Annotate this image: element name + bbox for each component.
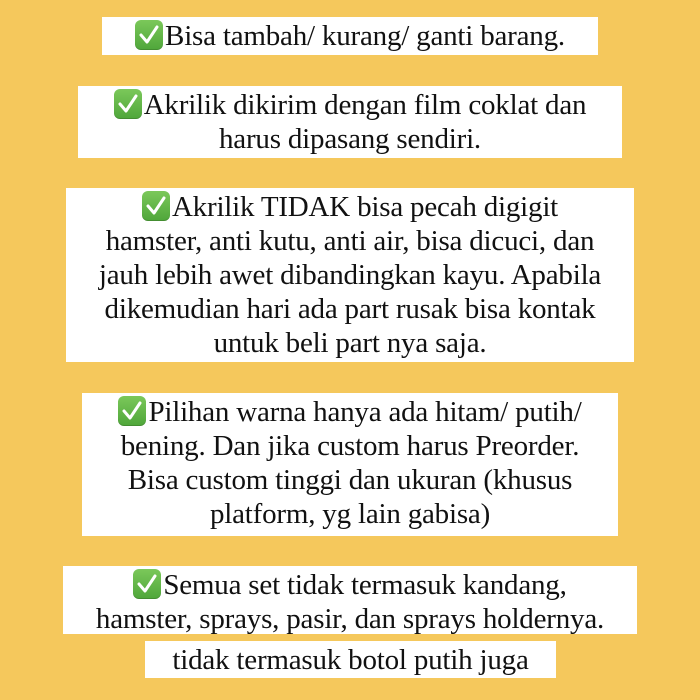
note-box-2 [78,86,622,158]
note-line: platform, yg lain gabisa) [209,498,491,530]
check-mark-icon [114,89,142,119]
note-line: hamster, sprays, pasir, dan sprays holdernya. [95,603,605,635]
check-mark-icon [142,191,170,221]
check-mark-icon [135,20,163,50]
note-box-4 [82,393,618,536]
note-line: Akrilik dikirim dengan film coklat dan [78,88,622,122]
note-line: hamster, anti kutu, anti air, bisa dicuci, dan [105,225,595,257]
note-line: dikemudian hari ada part rusak bisa kontak [104,293,596,325]
note-box-1 [102,17,598,55]
note-box-5 [63,566,637,634]
note-line: harus dipasang sendiri. [219,123,481,155]
check-mark-icon [118,396,146,426]
note-line: Akrilik TIDAK bisa pecah digigit [66,190,634,224]
note-line: Bisa tambah/ kurang/ ganti barang. [102,19,598,53]
note-line: Bisa custom tinggi dan ukuran (khusus [127,464,573,496]
note-line: bening. Dan jika custom harus Preorder. [120,430,580,462]
note-line: Semua set tidak termasuk kandang, [63,568,637,602]
note-box-3 [66,188,634,362]
note-box-6 [145,641,556,678]
note-line: jauh lebih awet dibandingkan kayu. Apabila [98,259,602,291]
check-mark-icon [133,569,161,599]
note-line: tidak termasuk botol putih juga [172,644,529,676]
note-line: untuk beli part nya saja. [213,327,487,359]
note-line: Pilihan warna hanya ada hitam/ putih/ [82,395,618,429]
